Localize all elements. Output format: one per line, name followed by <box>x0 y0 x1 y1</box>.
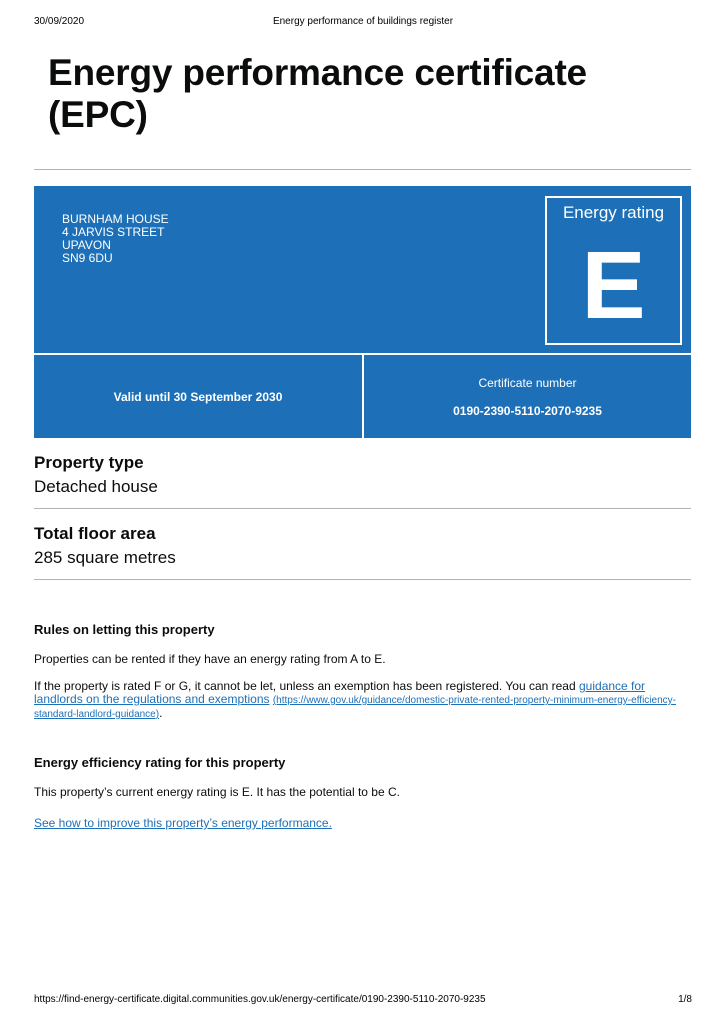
energy-rating-letter: E <box>581 232 646 339</box>
landlord-guidance-url[interactable]: (https://www.gov.uk/guidance/domestic-private-rented-property-minimum-energy-efficiency-standard-landlord-guidance) <box>34 695 676 720</box>
energy-rating-label: Energy rating <box>562 203 665 222</box>
title-divider <box>34 169 691 170</box>
efficiency-rating-heading: Energy efficiency rating for this property <box>34 755 286 770</box>
energy-rating-box <box>545 196 682 345</box>
floor-area-value: 285 square metres <box>34 548 176 567</box>
sentence-end: . <box>159 706 163 720</box>
improvement-link-paragraph <box>34 817 694 830</box>
print-document-title: Energy performance of buildings register <box>272 16 454 27</box>
page-title-line-1: Energy performance certificate <box>48 52 587 93</box>
certificate-number: 0190-2390-5110-2070-9235 <box>453 404 602 418</box>
page-title-line-2: (EPC) <box>48 94 148 135</box>
property-address <box>62 213 169 265</box>
section-divider <box>34 579 691 580</box>
print-url: https://find-energy-certificate.digital.communities.gov.uk/energy-certificate/0190-2390-5110-2070-9235 <box>34 994 486 1005</box>
page-number: 1/8 <box>678 994 692 1005</box>
exemption-text: If the property is rated F or G, it cannot be let, unless an exemption has been registered. You can read <box>34 679 579 693</box>
panel-divider <box>362 355 364 438</box>
address-line: SN9 6DU <box>62 251 113 265</box>
section-divider <box>34 508 691 509</box>
efficiency-rating-text: This property’s current energy rating is E. It has the potential to be C. <box>34 785 400 799</box>
page-title <box>48 52 688 136</box>
address-line: 4 JARVIS STREET <box>62 225 165 239</box>
floor-area-heading: Total floor area <box>34 524 156 543</box>
improve-performance-link[interactable]: See how to improve this property’s energy performance. <box>34 816 332 830</box>
letting-rules-exemption-paragraph <box>34 680 694 721</box>
print-header <box>34 16 692 30</box>
print-date: 30/09/2020 <box>34 16 85 27</box>
landlord-guidance-link[interactable]: guidance for landlords on the regulations and exemptions <box>34 679 646 706</box>
valid-until: Valid until 30 September 2030 <box>113 390 283 404</box>
address-line: BURNHAM HOUSE <box>62 212 169 226</box>
letting-rules-heading: Rules on letting this property <box>34 622 215 637</box>
letting-rules-paragraph: Properties can be rented if they have an energy rating from A to E. <box>34 652 386 666</box>
property-type-heading: Property type <box>34 453 144 472</box>
print-footer <box>34 994 692 1008</box>
epc-summary-panel <box>34 186 691 438</box>
property-type-value: Detached house <box>34 477 158 496</box>
certificate-number-label: Certificate number <box>478 376 577 390</box>
address-line: UPAVON <box>62 238 111 252</box>
